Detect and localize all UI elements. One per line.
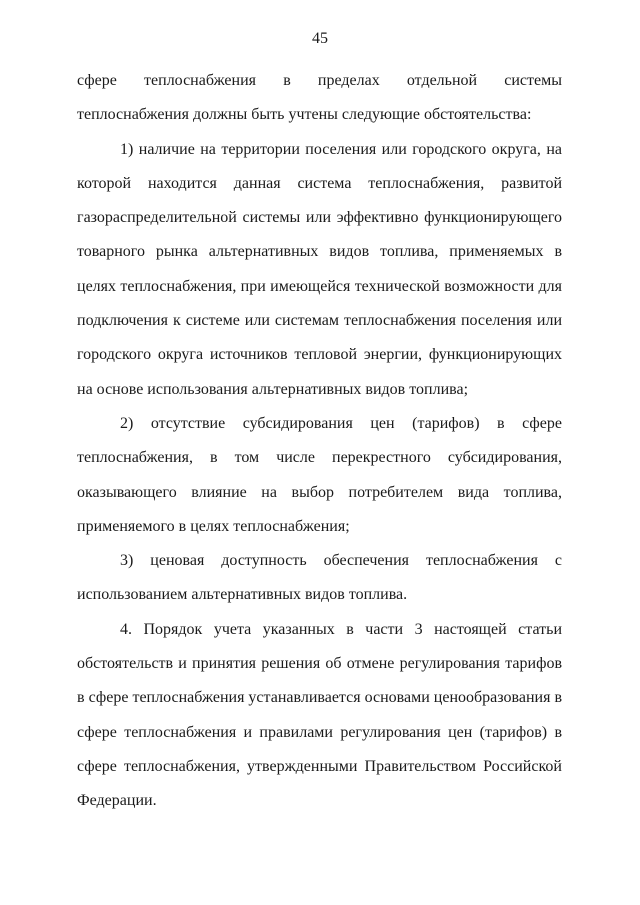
paragraph-item-3: 3) ценовая доступность обеспечения теплоснабжения с использованием альтернативных видов топлива. xyxy=(77,552,562,604)
paragraph-item-1: 1) наличие на территории поселения или городского округа, на которой находится данная система теплоснабжения, развитой газораспределительной системы или эффективно функционирующего товарного рынка альтернативных видов топлива, применяемых в целях теплоснабжения, при имеющейся технической возможности для подключения к системе или системам теплоснабжения поселения или городского округа источников тепловой энергии, функционирующих на основе использования альтернативных видов топлива; xyxy=(77,140,562,398)
paragraph-continuation: сфере теплоснабжения в пределах отдельной системы теплоснабжения должны быть учтены следующие обстоятельства: xyxy=(77,72,562,124)
paragraph-section-4: 4. Порядок учета указанных в части 3 настоящей статьи обстоятельств и принятия решения об отмене регулирования тарифов в сфере теплоснабжения устанавливается основами ценообразования в сфере теплоснабжения и правилами регулирования цен (тарифов) в сфере теплоснабжения, утвержденными Правительством Российской Федерации. xyxy=(77,620,562,810)
paragraph-item-2: 2) отсутствие субсидирования цен (тарифов) в сфере теплоснабжения, в том числе перекрестного субсидирования, оказывающего влияние на выбор потребителем вида топлива, применяемого в целях теплоснабжения; xyxy=(77,414,562,535)
page-number: 45 xyxy=(312,30,328,47)
document-body xyxy=(77,64,562,819)
